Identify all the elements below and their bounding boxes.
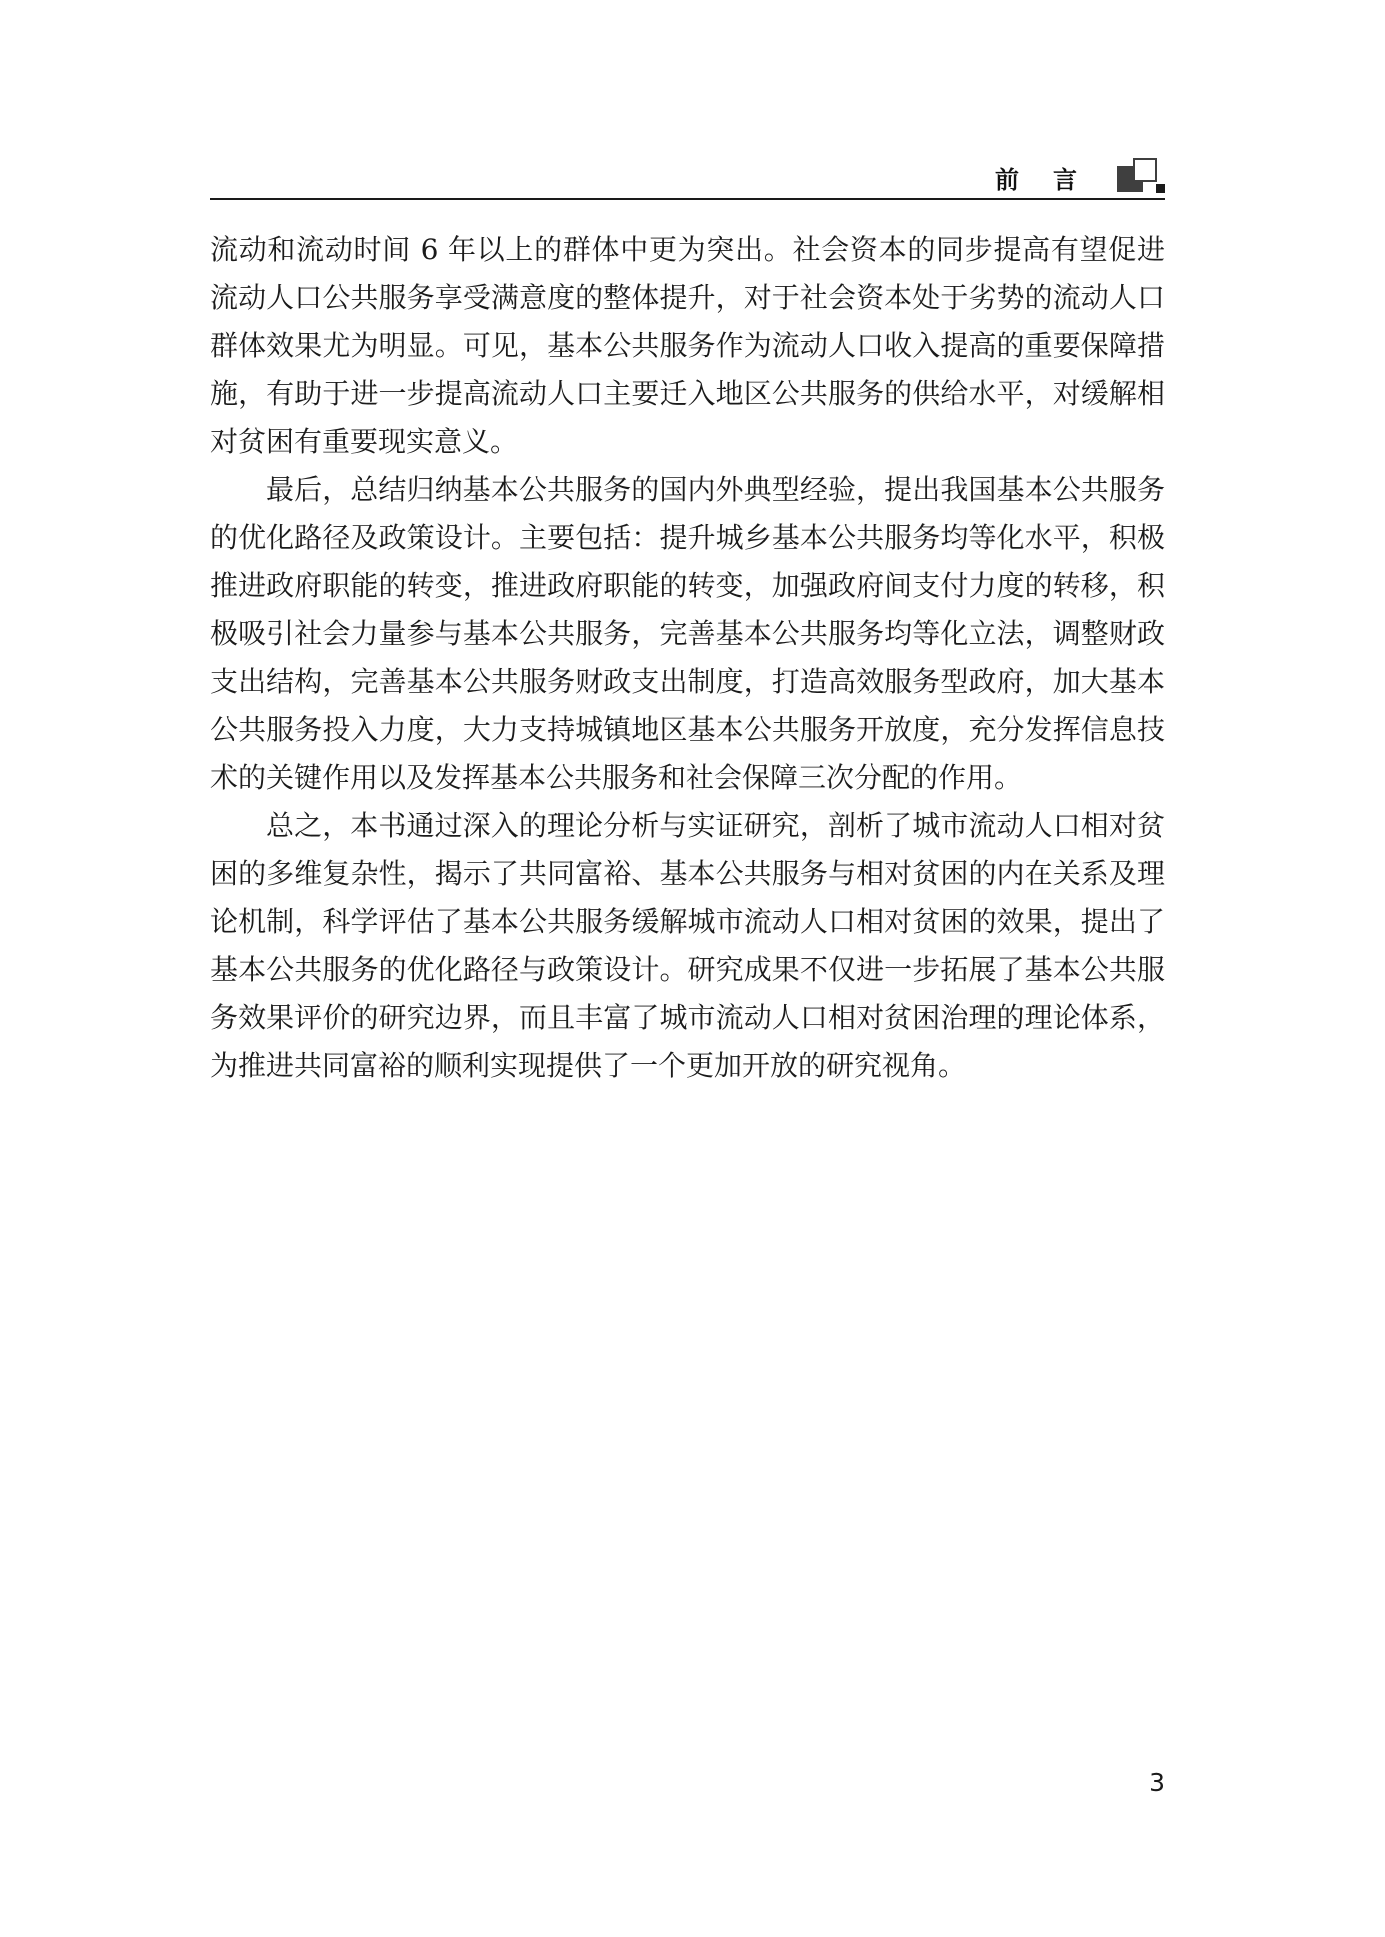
header-title: 前言 [995, 166, 1111, 194]
page-number: 3 [1149, 1768, 1165, 1797]
paragraph-policy-design: 最后，总结归纳基本公共服务的国内外典型经验，提出我国基本公共服务的优化路径及政策设计。主要包括：提升城乡基本公共服务均等化水平，积极推进政府职能的转变，推进政府职能的转变，加强政府间支付力度的转移，积极吸引社会力量参与基本公共服务，完善基本公共服务均等化立法，调整财政支出结构，完善基本公共服务财政支出制度，打造高效服务型政府，加大基本公共服务投入力度，大力支持城镇地区基本公共服务开放度，充分发挥信息技术的关键作用以及发挥基本公共服务和社会保障三次分配的作用。 [210, 473, 1165, 794]
paragraph-summary: 总之，本书通过深入的理论分析与实证研究，剖析了城市流动人口相对贫困的多维复杂性，揭示了共同富裕、基本公共服务与相对贫困的内在关系及理论机制，科学评估了基本公共服务缓解城市流动人口相对贫困的效果，提出了基本公共服务的优化路径与政策设计。研究成果不仅进一步拓展了基本公共服务效果评价的研究边界，而且丰富了城市流动人口相对贫困治理的理论体系，为推进共同富裕的顺利实现提供了一个更加开放的研究视角。 [210, 809, 1165, 1082]
header-rule [210, 198, 1165, 200]
body-text [210, 226, 1165, 1090]
paragraph-continued: 流动和流动时间 6 年以上的群体中更为突出。社会资本的同步提高有望促进流动人口公共服务享受满意度的整体提升，对于社会资本处于劣势的流动人口群体效果尤为明显。可见，基本公共服务作为流动人口收入提高的重要保障措施，有助于进一步提高流动人口主要迁入地区公共服务的供给水平，对缓解相对贫困有重要现实意义。 [210, 233, 1165, 458]
header-square-ornament-icon [1117, 156, 1165, 196]
running-header [210, 156, 1165, 196]
